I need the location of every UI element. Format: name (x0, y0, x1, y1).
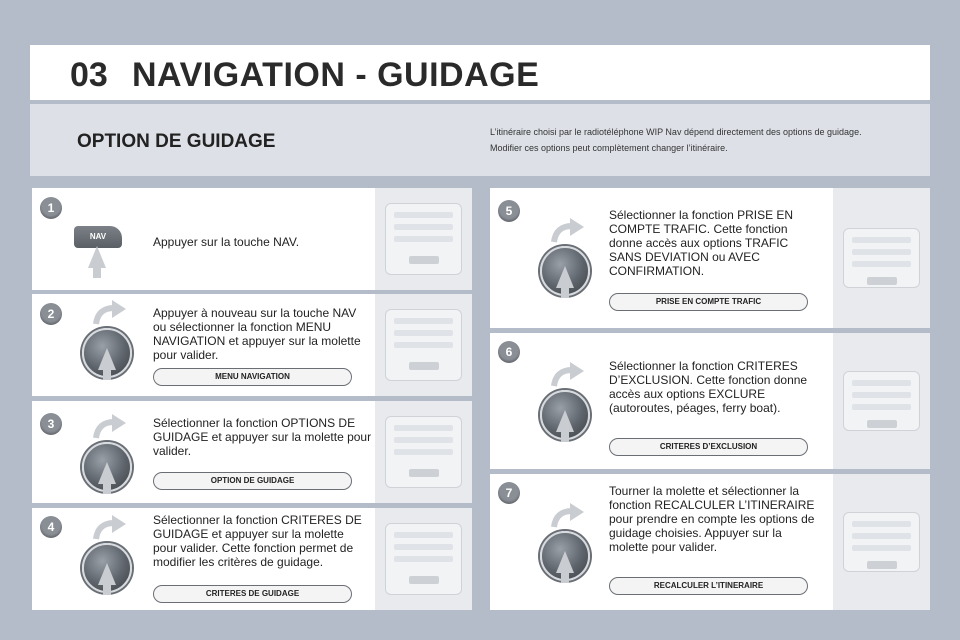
curved-arrow-icon (92, 414, 126, 440)
step-text: Sélectionner la fonction CRITERES DE GUIDAGE et appuyer sur la molette pour valider. Cette fonction permet de modifier les critères de guidage. (153, 513, 362, 569)
radio-thumbnail (833, 333, 930, 469)
intro-line: L’itinéraire choisi par le radiotéléphone WIP Nav dépend directement des options de guidage. (490, 127, 862, 137)
rotary-knob-icon (536, 503, 596, 583)
rotary-knob-icon (536, 362, 596, 442)
page-title: NAVIGATION - GUIDAGE (132, 56, 540, 94)
curved-arrow-icon (550, 503, 584, 529)
menu-label: CRITERES D’EXCLUSION (609, 438, 808, 456)
menu-label: MENU NAVIGATION (153, 368, 352, 386)
curved-arrow-icon (550, 362, 584, 388)
step-text: Sélectionner la fonction CRITERES D’EXCLUSION. Cette fonction donne accès aux options EXCLURE (autoroutes, péages, ferry boat). (609, 359, 808, 415)
radio-thumbnail (375, 188, 472, 290)
step-text: Appuyer à nouveau sur la touche NAV ou sélectionner la fonction MENU NAVIGATION et appuyer sur la molette pour valider. (153, 306, 361, 362)
radio-unit-icon (843, 512, 920, 572)
menu-label: CRITERES DE GUIDAGE (153, 585, 352, 603)
menu-label: RECALCULER L’ITINERAIRE (609, 577, 808, 595)
step-number-badge: 4 (40, 516, 62, 538)
intro-text (490, 124, 910, 156)
step-text: Sélectionner la fonction PRISE EN COMPTE TRAFIC. Cette fonction donne accès aux options TRAFIC SANS DEVIATION ou AVEC CONFIRMATION. (609, 208, 794, 278)
step-number-badge: 3 (40, 413, 62, 435)
step-number-badge: 6 (498, 341, 520, 363)
section-title: OPTION DE GUIDAGE (77, 131, 276, 152)
curved-arrow-icon (92, 300, 126, 326)
step-number-badge: 5 (498, 200, 520, 222)
step-text: Appuyer sur la touche NAV. (153, 235, 300, 249)
menu-label: PRISE EN COMPTE TRAFIC (609, 293, 808, 311)
radio-thumbnail (375, 508, 472, 610)
rotary-knob-icon (78, 515, 138, 595)
curved-arrow-icon (550, 218, 584, 244)
step-text: Sélectionner la fonction OPTIONS DE GUIDAGE et appuyer sur la molette pour valider. (153, 416, 372, 458)
radio-thumbnail (833, 474, 930, 610)
radio-thumbnail (375, 401, 472, 503)
step-number-badge: 7 (498, 482, 520, 504)
nav-key-label: NAV (74, 226, 122, 248)
rotary-knob-icon (78, 414, 138, 494)
radio-unit-icon (385, 203, 462, 275)
radio-unit-icon (385, 523, 462, 595)
radio-thumbnail (833, 188, 930, 328)
intro-line: Modifier ces options peut complètement changer l’itinéraire. (490, 143, 728, 153)
rotary-knob-icon (78, 300, 138, 380)
radio-unit-icon (385, 416, 462, 488)
radio-unit-icon (843, 228, 920, 288)
chapter-number: 03 (70, 56, 108, 94)
step-text: Tourner la molette et sélectionner la fonction RECALCULER L’ITINERAIRE pour prendre en compte les options de guidage choisies. Appuyer sur la molette pour valider. (609, 484, 815, 554)
radio-unit-icon (385, 309, 462, 381)
step-number-badge: 1 (40, 197, 62, 219)
radio-thumbnail (375, 294, 472, 396)
step-number-badge: 2 (40, 303, 62, 325)
rotary-knob-icon (536, 218, 596, 298)
curved-arrow-icon (92, 515, 126, 541)
menu-label: OPTION DE GUIDAGE (153, 472, 352, 490)
radio-unit-icon (843, 371, 920, 431)
nav-button-icon (72, 220, 142, 280)
